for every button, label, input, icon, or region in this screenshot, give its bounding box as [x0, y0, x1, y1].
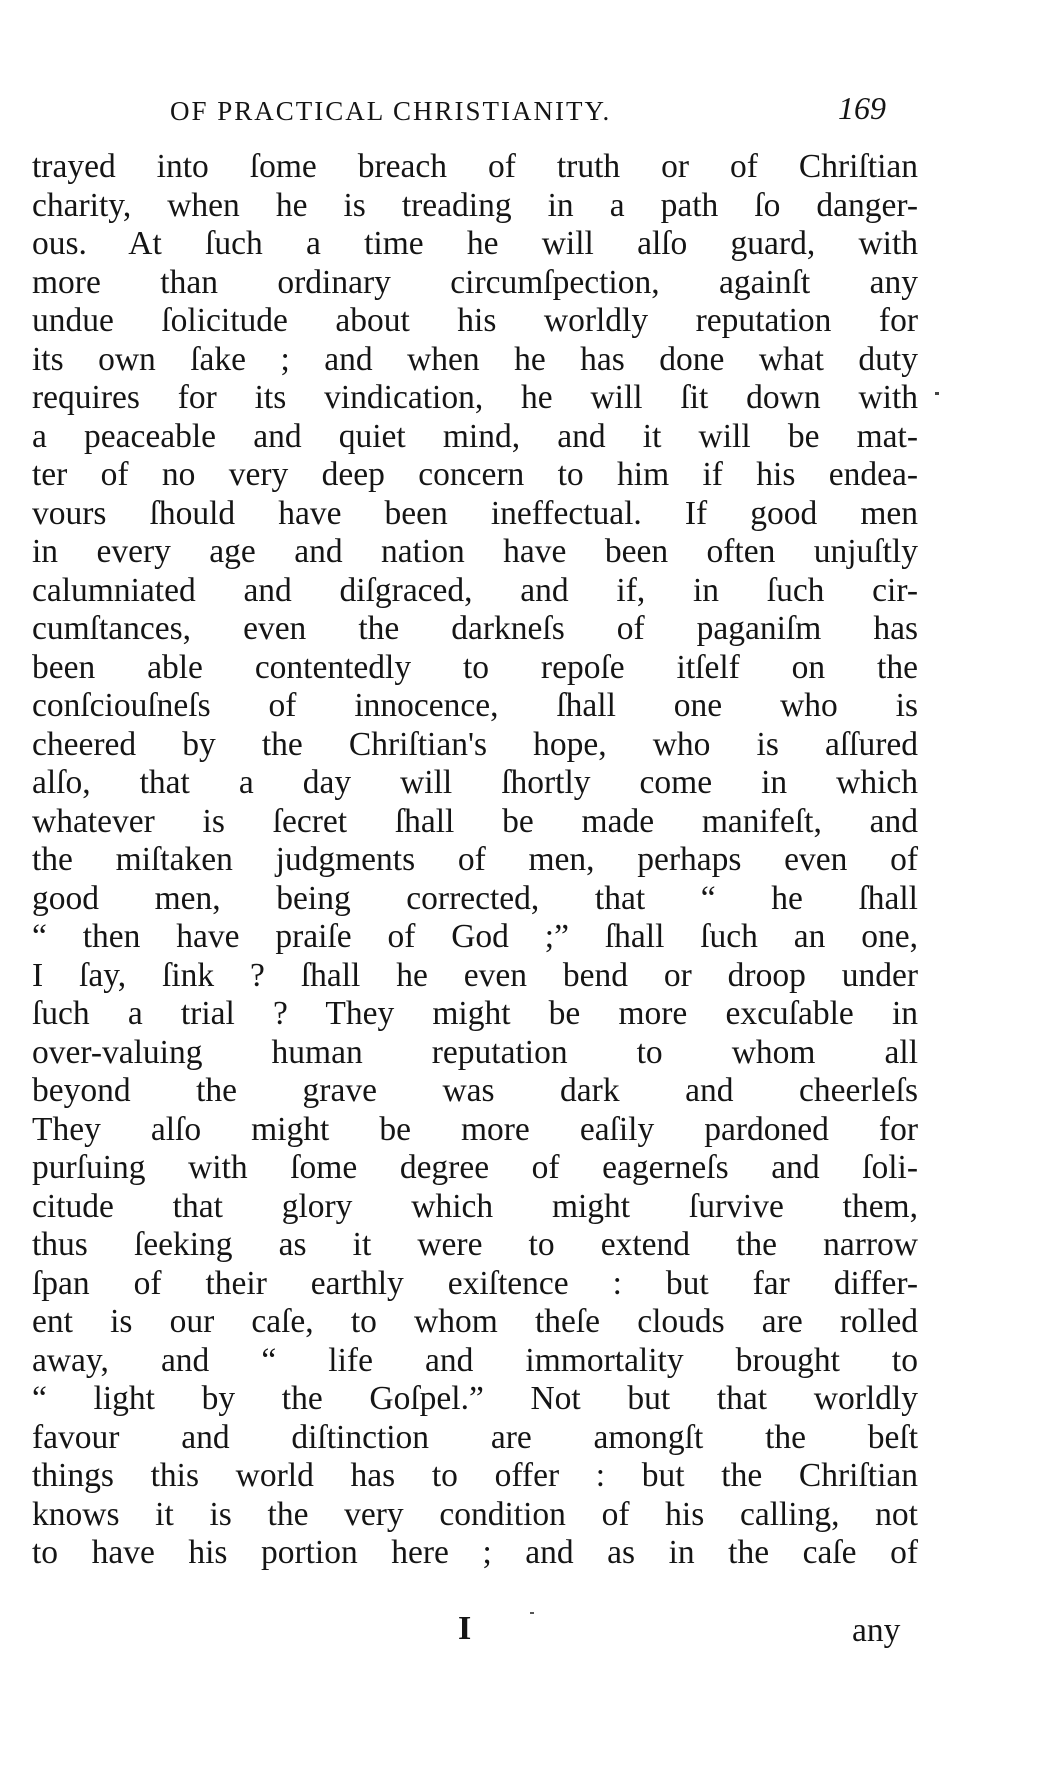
- text-line: beyond the grave was dark and cheerleſs: [32, 1072, 918, 1109]
- text-line: more than ordinary circumſpection, againſt any: [32, 263, 918, 301]
- signature-mark: I: [458, 1610, 472, 1647]
- text-line: the miſtaken judgments of men, perhaps even of: [32, 841, 918, 878]
- page-number: 169: [838, 90, 886, 126]
- text-line: cumſtances, even the darkneſs of paganiſm has: [32, 610, 918, 647]
- text-line: been able contentedly to repoſe itſelf on the: [32, 648, 918, 686]
- text-line: citude that glory which might ſurvive them,: [32, 1187, 918, 1225]
- text-line: things this world has to offer : but the Chriſtian: [32, 1457, 918, 1494]
- text-line: ter of no very deep concern to him if his endea-: [32, 456, 918, 493]
- text-line: vours ſhould have been ineffectual. If good men: [32, 494, 918, 532]
- text-line: cheered by the Chriſtian's hope, who is aſſured: [32, 725, 918, 763]
- text-line: “ light by the Goſpel.” Not but that worldly: [32, 1380, 918, 1417]
- text-line: “ then have praiſe of God ;” ſhall ſuch an one,: [32, 918, 918, 955]
- text-line: ent is our caſe, to whom theſe clouds are rolled: [32, 1303, 918, 1340]
- body-text: [32, 148, 918, 1573]
- text-line: over-valuing human reputation to whom all: [32, 1033, 918, 1071]
- text-line: ſuch a trial ? They might be more excuſable in: [32, 995, 918, 1032]
- text-line: charity, when he is treading in a path ſo danger-: [32, 186, 918, 224]
- text-line: conſciouſneſs of innocence, ſhall one who is: [32, 687, 918, 724]
- text-line: in every age and nation have been often unjuſtly: [32, 533, 918, 570]
- text-line: to have his portion here ; and as in the caſe of: [32, 1534, 918, 1571]
- text-line: requires for its vindication, he will ſit down with: [32, 379, 918, 416]
- text-line: calumniated and diſgraced, and if, in ſuch cir-: [32, 571, 918, 609]
- text-line: a peaceable and quiet mind, and it will be mat-: [32, 417, 918, 455]
- text-line: thus ſeeking as it were to extend the narrow: [32, 1226, 918, 1263]
- text-line: They alſo might be more eaſily pardoned for: [32, 1110, 918, 1148]
- text-line: whatever is ſecret ſhall be made manifeſt, and: [32, 802, 918, 840]
- text-line: its own ſake ; and when he has done what duty: [32, 340, 918, 378]
- running-head: OF PRACTICAL CHRISTIANITY.: [170, 96, 612, 126]
- text-line: knows it is the very condition of his calling, not: [32, 1495, 918, 1533]
- ink-speck: [935, 392, 939, 395]
- text-line: undue ſolicitude about his worldly reputation for: [32, 302, 918, 339]
- ink-speck: [530, 1612, 534, 1614]
- text-line: purſuing with ſome degree of eagerneſs and ſoli-: [32, 1149, 918, 1186]
- text-line: trayed into ſome breach of truth or of Chriſtian: [32, 148, 918, 185]
- text-line: I ſay, ſink ? ſhall he even bend or droop under: [32, 956, 918, 994]
- text-line: away, and “ life and immortality brought to: [32, 1341, 918, 1379]
- text-line: alſo, that a day will ſhortly come in which: [32, 764, 918, 801]
- text-line: ſpan of their earthly exiſtence : but far differ-: [32, 1264, 918, 1302]
- catchword: any: [852, 1612, 901, 1649]
- text-line: favour and diſtinction are amongſt the beſt: [32, 1418, 918, 1456]
- text-line: ous. At ſuch a time he will alſo guard, with: [32, 225, 918, 262]
- text-line: good men, being corrected, that “ he ſhall: [32, 879, 918, 917]
